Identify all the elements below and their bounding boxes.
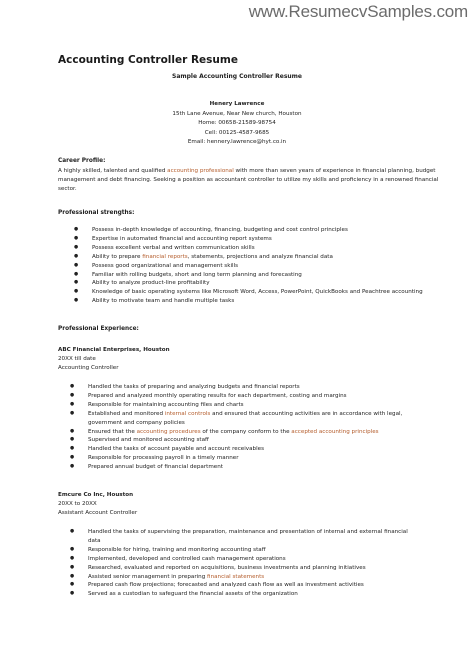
job2-dates: 20XX to 20XX <box>58 501 97 507</box>
career-profile-text <box>58 167 458 193</box>
strength-item <box>74 226 464 235</box>
contact-address: 15th Lane Avenue, Near New church, Houston <box>172 110 302 117</box>
job2-duty-highlight-link[interactable]: financial statements <box>207 573 265 580</box>
job1-duty-highlight-link[interactable]: accepted accounting principles <box>291 428 379 435</box>
strength-item-text: Familiar with rolling budgets, short and long term planning and forecasting <box>92 271 302 278</box>
job2-duty-item-text: Researched, evaluated and reported on acquisitions, business investments and planning initiatives <box>88 564 366 571</box>
contact-email: Email: hennery.lawrence@hyt.co.in <box>187 139 287 146</box>
job1-duty-item <box>70 463 405 472</box>
watermark: www.ResumecvSamples.com <box>248 2 468 21</box>
profile-highlight-link[interactable]: accounting professional <box>167 168 234 174</box>
strength-item-text: Ability to analyze product-line profitability <box>92 280 210 287</box>
contact-block <box>0 100 474 148</box>
job1-duty-item-text: Supervised and monitored accounting staff <box>88 437 209 444</box>
job1-duty-item-text: Prepared and analyzed monthly operating results for each department, costing and margins <box>88 392 347 399</box>
profile-text-start: A highly skilled, talented and qualified <box>58 168 168 174</box>
job2-duty-item <box>70 581 415 590</box>
strength-item <box>74 244 464 253</box>
job1-duties-list <box>70 383 405 472</box>
strength-item <box>74 235 464 244</box>
job2-duty-item <box>70 555 415 564</box>
job2-duty-item-text: Responsible for hiring, training and monitoring accounting staff <box>88 546 266 553</box>
job1-duty-item <box>70 401 405 410</box>
strength-item-text: Knowledge of basic operating systems like Microsoft Word, Access, PowerPoint, QuickBooks and Peachtree accounting <box>92 289 423 296</box>
job2-duty-item <box>70 573 415 582</box>
job2-duty-item-text: Implemented, developed and controlled cash management operations <box>88 555 286 562</box>
job1-duty-item-text: of the company conform to the <box>200 428 292 435</box>
job1-duty-item-text: Handled the tasks of account payable and account receivables <box>88 446 265 453</box>
job2-duty-item <box>70 564 415 573</box>
job2-duty-item <box>70 546 415 555</box>
job1-duty-highlight-link[interactable]: internal controls <box>164 410 211 417</box>
job1-duty-item-text: Handled the tasks of preparing and analyzing budgets and financial reports <box>88 384 300 390</box>
strength-item <box>74 271 464 280</box>
job2-duty-item-text: Prepared cash flow projections; forecasted and analyzed cash flow as well as investment activities <box>88 582 364 589</box>
job1-duty-item-text: Established and monitored <box>88 410 165 417</box>
job1-duty-item <box>70 454 405 463</box>
strengths-list <box>74 226 464 306</box>
job1-company: ABC Financial Enterprises, Houston <box>58 347 170 353</box>
strength-item-text: Possess excellent verbal and written communication skills <box>92 244 255 251</box>
job2-duty-item <box>70 528 415 546</box>
strength-item-text: Ability to prepare <box>92 253 143 260</box>
job1-duty-item <box>70 428 405 437</box>
job1-duty-highlight-link[interactable]: accounting procedures <box>136 428 201 435</box>
contact-cell-phone: Cell: 00125-4587-9685 <box>204 129 270 136</box>
strength-highlight-link[interactable]: financial reports <box>142 253 188 260</box>
page-subtitle: Sample Accounting Controller Resume <box>172 73 302 80</box>
job1-duty-item-text: Responsible for processing payroll in a timely manner <box>88 455 239 462</box>
professional-strengths-heading: Professional strengths: <box>58 210 135 216</box>
professional-experience-heading: Professional Experience: <box>58 326 139 332</box>
job1-dates: 20XX till date <box>58 356 96 362</box>
contact-home-phone: Home: 00658-21589-98754 <box>198 120 276 127</box>
job2-duty-item-text: Served as a custodian to safeguard the financial assets of the organization <box>88 591 298 598</box>
job1-duty-item <box>70 392 405 401</box>
job1-duty-item-text: Ensured that the <box>88 428 137 435</box>
contact-name: Henery Lawrence <box>209 101 265 107</box>
job2-duties-list <box>70 528 415 599</box>
strength-item-text: Possess in-depth knowledge of accounting, financing, budgeting and cost control principles <box>92 227 348 233</box>
job1-duty-item-text: Prepared annual budget of financial department <box>88 464 223 471</box>
page-title: Accounting Controller Resume <box>58 54 238 66</box>
strength-item <box>74 279 464 288</box>
job1-duty-item <box>70 436 405 445</box>
job1-role: Accounting Controller <box>58 365 119 371</box>
job1-duty-item <box>70 410 405 428</box>
strength-item-text: Expertise in automated financial and accounting report systems <box>92 235 272 242</box>
strength-item <box>74 288 464 297</box>
strength-item <box>74 262 464 271</box>
job2-role: Assistant Account Controller <box>58 510 138 516</box>
profile-text-rest: with more than seven years of experience in financial planning, budget management and debt financing. Seeking a position as accountant controller to utilize my skills and proficiency in a renowned financial sector. <box>58 168 439 192</box>
strength-item-text: , statements, projections and analyze financial data <box>187 253 333 260</box>
career-profile-heading: Career Profile: <box>58 158 106 164</box>
strength-item <box>74 297 464 306</box>
strength-item-text: Ability to motivate team and handle multiple tasks <box>92 298 235 305</box>
job2-duty-item-text: Assisted senior management in preparing <box>88 573 208 580</box>
job2-duty-item-text: Handled the tasks of supervising the preparation, maintenance and presentation of internal and external financial data <box>88 529 408 544</box>
job1-duty-item-text: Responsible for maintaining accounting files and charts <box>88 401 244 408</box>
job1-duty-item <box>70 383 405 392</box>
job1-duty-item <box>70 445 405 454</box>
strength-item-text: Possess good organizational and management skills <box>92 262 239 269</box>
job1-duty-item-text: and ensured that accounting activities are in accordance with legal, government and company policies <box>88 410 403 426</box>
strength-item <box>74 253 464 262</box>
job2-company: Emcure Co Inc, Houston <box>58 492 134 498</box>
job2-duty-item <box>70 590 415 599</box>
